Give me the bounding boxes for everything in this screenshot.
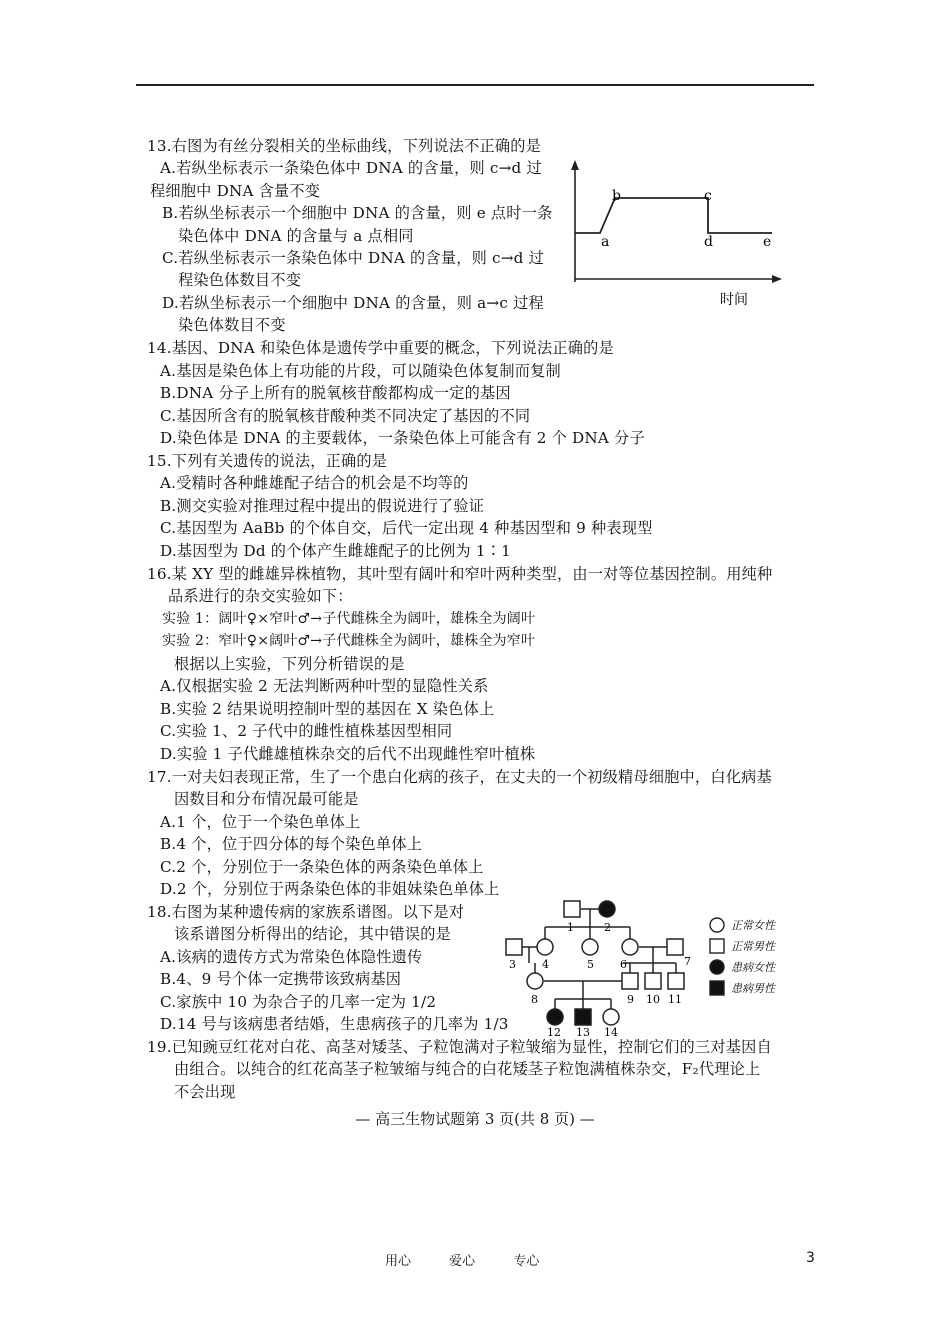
q13-coordinate-graph xyxy=(560,158,800,318)
q16-experiment-2: 实验 2：窄叶♀×阔叶♂→子代雌株全为阔叶，雄株全为窄叶 xyxy=(162,633,536,649)
individual-8 xyxy=(527,973,543,989)
label-7: 7 xyxy=(684,955,691,968)
q13-option-a: A.若纵坐标表示一条染色体中 DNA 的含量，则 c→d 过 xyxy=(160,159,542,177)
q14-option-c: C.基因所含有的脱氧核苷酸种类不同决定了基因的不同 xyxy=(160,407,531,425)
q18-pedigree-chart xyxy=(500,895,800,1037)
q13-option-b: B.若纵坐标表示一个细胞中 DNA 的含量，则 e 点时一条 xyxy=(162,204,553,222)
q16-stem: 16.某 XY 型的雌雄异株植物，其叶型有阔叶和窄叶两种类型，由一对等位基因控制。用纯种 xyxy=(147,565,773,583)
individual-6 xyxy=(622,939,638,955)
label-2: 2 xyxy=(604,921,611,934)
q17-stem-cont: 因数目和分布情况最可能是 xyxy=(174,790,359,808)
x-axis-label: 时间 xyxy=(720,292,748,308)
individual-2 xyxy=(599,901,615,917)
bottom-slogan xyxy=(385,1250,573,1269)
label-9: 9 xyxy=(627,993,634,1006)
q19-stem-cont: 由组合。以纯合的红花高茎子粒皱缩与纯合的白花矮茎子粒饱满植株杂交，F₂代理论上 xyxy=(174,1060,761,1078)
q18-option-b: B.4、9 号个体一定携带该致病基因 xyxy=(160,970,402,988)
legend-affected-male: 患病男性 xyxy=(731,982,775,995)
label-5: 5 xyxy=(587,958,594,971)
label-14: 14 xyxy=(604,1026,618,1037)
q15-stem: 15.下列有关遗传的说法，正确的是 xyxy=(147,452,388,470)
label-4: 4 xyxy=(542,958,549,971)
individual-14 xyxy=(603,1009,619,1025)
individual-3 xyxy=(506,939,522,955)
q16-option-c: C.实验 1、2 子代中的雌性植株基因型相同 xyxy=(160,722,453,740)
individual-11 xyxy=(668,973,684,989)
q19-stem: 19.已知豌豆红花对白花、高茎对矮茎、子粒饱满对子粒皱缩为显性，控制它们的三对基因自 xyxy=(147,1038,772,1056)
slogan-word-3: 专心 xyxy=(513,1254,540,1269)
q17-option-c: C.2 个，分别位于一条染色体的两条染色单体上 xyxy=(160,858,484,876)
q15-option-b: B.测交实验对推理过程中提出的假说进行了验证 xyxy=(160,497,485,515)
point-b-label: b xyxy=(612,188,621,204)
q14-option-a: A.基因是染色体上有功能的片段，可以随染色体复制而复制 xyxy=(160,362,561,380)
q18-option-c: C.家族中 10 为杂合子的几率一定为 1/2 xyxy=(160,993,437,1011)
individual-7 xyxy=(667,939,683,955)
label-10: 10 xyxy=(646,993,660,1006)
q18-stem-cont: 该系谱图分析得出的结论，其中错误的是 xyxy=(174,925,451,943)
page-footer: — 高三生物试题第 3 页(共 8 页) — xyxy=(355,1110,595,1128)
q14-option-d: D.染色体是 DNA 的主要载体，一条染色体上可能含有 2 个 DNA 分子 xyxy=(160,429,645,447)
q17-option-d: D.2 个，分别位于两条染色体的非姐妹染色单体上 xyxy=(160,880,500,898)
label-6: 6 xyxy=(620,958,627,971)
q18-stem: 18.右图为某种遗传病的家族系谱图。以下是对 xyxy=(147,903,465,921)
header-rule xyxy=(136,84,814,86)
individual-12 xyxy=(547,1009,563,1025)
q17-stem: 17.一对夫妇表现正常，生了一个患白化病的孩子，在丈夫的一个初级精母细胞中，白化病基 xyxy=(147,768,772,786)
individual-1 xyxy=(564,901,580,917)
page-number: 3 xyxy=(806,1250,815,1266)
q19-stem-end: 不会出现 xyxy=(174,1083,236,1101)
slogan-word-1: 用心 xyxy=(385,1254,412,1269)
q13-option-d: D.若纵坐标表示一个细胞中 DNA 的含量，则 a→c 过程 xyxy=(162,294,544,312)
q13-curve xyxy=(575,198,772,233)
legend-normal-female: 正常女性 xyxy=(731,919,775,932)
point-c-label: c xyxy=(704,188,712,204)
label-1: 1 xyxy=(567,921,574,934)
q13-option-b-cont: 染色体中 DNA 的含量与 a 点相同 xyxy=(178,227,414,245)
q16-question: 根据以上实验，下列分析错误的是 xyxy=(174,655,405,673)
point-e-label: e xyxy=(763,234,772,250)
label-3: 3 xyxy=(509,958,516,971)
individual-9 xyxy=(622,973,638,989)
label-11: 11 xyxy=(668,993,682,1006)
individual-13 xyxy=(575,1009,591,1025)
q16-stem-cont: 品系进行的杂交实验如下： xyxy=(168,587,353,605)
q14-stem: 14.基因、DNA 和染色体是遗传学中重要的概念，下列说法正确的是 xyxy=(147,339,614,357)
q14-option-b: B.DNA 分子上所有的脱氧核苷酸都构成一定的基因 xyxy=(160,384,511,402)
label-13: 13 xyxy=(576,1026,590,1037)
legend-normal-male: 正常男性 xyxy=(731,940,775,953)
individual-10 xyxy=(645,973,661,989)
legend-affected-female: 患病女性 xyxy=(731,961,775,974)
q16-experiment-1: 实验 1：阔叶♀×窄叶♂→子代雌株全为阔叶，雄株全为阔叶 xyxy=(162,611,536,627)
q18-option-d: D.14 号与该病患者结婚，生患病孩子的几率为 1/3 xyxy=(160,1015,509,1033)
q13-stem: 13.右图为有丝分裂相关的坐标曲线，下列说法不正确的是 xyxy=(147,137,542,155)
individual-4 xyxy=(537,939,553,955)
point-d-label: d xyxy=(704,234,713,250)
q13-option-c: C.若纵坐标表示一条染色体中 DNA 的含量，则 c→d 过 xyxy=(162,249,544,267)
legend-affected-male-symbol xyxy=(710,981,724,995)
q16-option-b: B.实验 2 结果说明控制叶型的基因在 X 染色体上 xyxy=(160,700,495,718)
label-12: 12 xyxy=(547,1026,561,1037)
legend-affected-female-symbol xyxy=(710,960,724,974)
individual-5 xyxy=(582,939,598,955)
q13-option-c-cont: 程染色体数目不变 xyxy=(178,271,302,289)
q15-option-a: A.受精时各种雌雄配子结合的机会是不均等的 xyxy=(160,474,469,492)
slogan-word-2: 爱心 xyxy=(449,1254,476,1269)
label-8: 8 xyxy=(531,993,538,1006)
q18-option-a: A.该病的遗传方式为常染色体隐性遗传 xyxy=(160,948,423,966)
q15-option-c: C.基因型为 AaBb 的个体自交，后代一定出现 4 种基因型和 9 种表现型 xyxy=(160,519,653,537)
q15-option-d: D.基因型为 Dd 的个体产生雌雄配子的比例为 1∶1 xyxy=(160,542,511,560)
q13-option-a-cont: 程细胞中 DNA 含量不变 xyxy=(150,182,321,200)
legend-normal-female-symbol xyxy=(710,918,724,932)
q17-option-a: A.1 个，位于一个染色单体上 xyxy=(160,813,361,831)
point-a-label: a xyxy=(601,234,610,250)
q16-option-d: D.实验 1 子代雌雄植株杂交的后代不出现雌性窄叶植株 xyxy=(160,745,536,763)
q17-option-b: B.4 个，位于四分体的每个染色单体上 xyxy=(160,835,423,853)
legend-normal-male-symbol xyxy=(710,939,724,953)
q16-option-a: A.仅根据实验 2 无法判断两种叶型的显隐性关系 xyxy=(160,677,489,695)
q13-option-d-cont: 染色体数目不变 xyxy=(178,316,286,334)
